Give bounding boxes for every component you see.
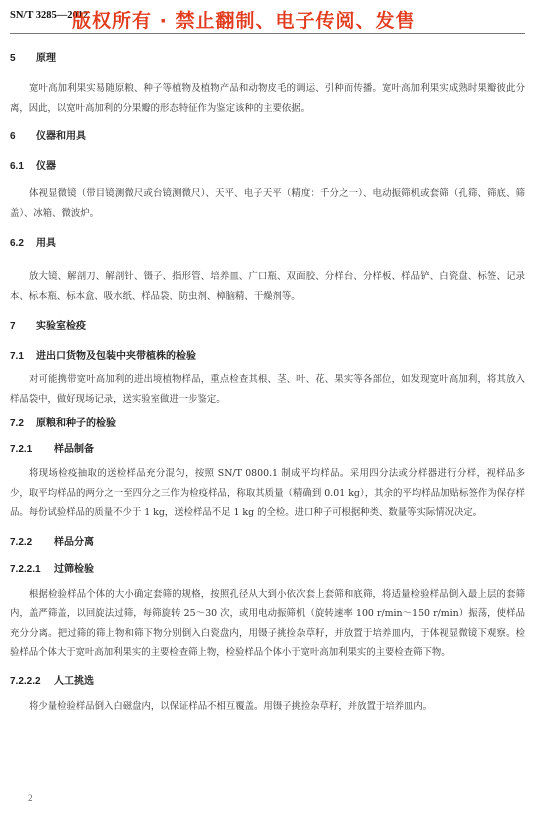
paragraph: 放大镜、解剖刀、解剖针、镊子、指形管、培养皿、广口瓶、双面胶、分样台、分样板、样品铲、白瓷盘、标签、记录本、标本瓶、标本盒、吸水纸、样品袋、防虫剂、樟脑精、干燥剂等。 <box>10 271 525 302</box>
paragraph: 将现场检疫抽取的送检样品充分混匀，按照 SN/T 0800.1 制成平均样品。采用四分法或分样器进行分样，视样品多少，取平均样品的两分之一至四分之三作为检疫样品，称取其质量（精确到 0.01 kg），其余的平均样品加贴标签作为保存样品。每份试验样品的质量不少于 1 kg，送检样品不足 1 kg 的全检。进口种子可根据种类、数量等实际情况决定。 <box>10 468 525 518</box>
section-heading <box>10 52 525 66</box>
section-heading <box>10 130 525 144</box>
section-number: 7.2.2 <box>10 536 33 548</box>
section-number: 7.1 <box>10 351 24 362</box>
paragraph: 宽叶高加利果实易随原粮、种子等植物及植物产品和动物皮毛的调运、引种而传播。宽叶高加利果实成熟时果瓣彼此分离，因此，以宽叶高加利的分果瓣的形态特征作为鉴定该种的主要依据。 <box>10 83 525 114</box>
section-number: 7.2.2.1 <box>10 563 41 575</box>
section-heading <box>10 536 525 550</box>
section-number: 6.1 <box>10 161 24 172</box>
paragraph: 将少量检验样品倒入白磁盘内，以保证样品不相互覆盖。用镊子挑捡杂草籽，并放置于培养皿内。 <box>29 700 433 712</box>
section-title: 进出口货物及包装中夹带植株的检验 <box>36 351 196 362</box>
paragraph: 体视显微镜（带目镜测微尺或台镜测微尺）、天平、电子天平（精度：千分之一）、电动振筛机或套筛（孔筛、筛底、筛盖）、冰箱、微波炉。 <box>10 188 525 219</box>
section-heading <box>10 237 525 251</box>
section-heading <box>10 675 525 689</box>
paragraph: 对可能携带宽叶高加利的进出境植物样品，重点检查其根、茎、叶、花、果实等各部位，如发现宽叶高加利，将其放入样品袋中，做好现场记录，送实验室做进一步鉴定。 <box>10 374 525 405</box>
section-number: 7.2 <box>10 418 24 429</box>
section-title: 人工挑选 <box>54 675 94 687</box>
section-number: 6.2 <box>10 238 24 249</box>
section-title: 用具 <box>36 238 56 249</box>
section-title: 实验室检疫 <box>36 321 86 332</box>
section-heading <box>10 443 525 457</box>
page-header <box>10 6 525 32</box>
standard-code: SN/T 3285—2012 <box>10 10 89 21</box>
section-number: 5 <box>10 53 16 64</box>
section-heading <box>10 320 525 334</box>
section-title: 样品分离 <box>54 536 94 548</box>
section-title: 过筛检验 <box>54 563 94 575</box>
section-heading <box>10 160 525 174</box>
document-body <box>10 46 525 716</box>
section-title: 仪器 <box>36 161 56 172</box>
paragraph: 根据检验样品个体的大小确定套筛的规格，按照孔径从大到小依次套上套筛和底筛，将适量检验样品倒入最上层的套筛内，盖严筛盖，以回旋法过筛，每筛旋转 25～30 次，或用电动振筛机（旋转速率 100 r/min～150 r/min）振荡，使样品充分分离。把过筛的筛上物和筛下物分别倒入白瓷盘内，用镊子挑捡杂草籽，并放置于培养皿内，于体视显微镜下观察。检验样品个体大于宽叶高加利果实的主要检查筛上物，检验样品个体小于宽叶高加利果实的主要检查筛下物。 <box>10 588 525 658</box>
section-heading <box>10 563 525 577</box>
section-number: 7.2.1 <box>10 444 33 455</box>
section-number: 6 <box>10 131 16 142</box>
page-number: 2 <box>28 793 33 803</box>
header-rule <box>10 33 525 34</box>
section-heading <box>10 350 525 364</box>
copyright-watermark: 版权所有 · 禁止翻制、电子传阅、发售 <box>72 10 416 32</box>
section-title: 原粮和种子的检验 <box>36 418 116 429</box>
section-title: 仪器和用具 <box>36 131 86 142</box>
section-number: 7 <box>10 321 16 332</box>
section-title: 原理 <box>36 53 56 64</box>
section-title: 样品制备 <box>54 444 94 455</box>
section-number: 7.2.2.2 <box>10 675 41 687</box>
section-heading <box>10 417 525 431</box>
